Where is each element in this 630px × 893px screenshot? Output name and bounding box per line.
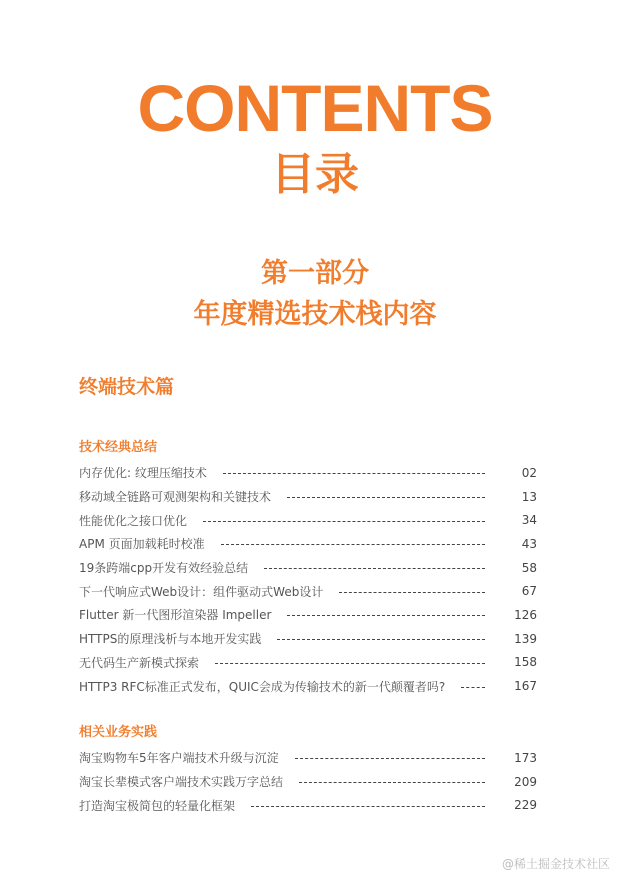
dot-leader — [203, 521, 485, 522]
toc-row[interactable] — [79, 793, 537, 817]
toc-row[interactable] — [79, 532, 537, 556]
contents-title: CONTENTS — [137, 71, 493, 145]
contents-title-chinese: 目录 — [271, 149, 359, 200]
toc-row[interactable] — [79, 579, 537, 603]
toc-page-number: 167 — [514, 679, 537, 694]
toc-row[interactable] — [79, 485, 537, 509]
part-title: 第一部分 — [261, 258, 369, 289]
toc-row[interactable] — [79, 603, 537, 627]
toc-entry-title: Flutter 新一代图形渲染器 Impeller — [79, 608, 272, 623]
dot-leader — [339, 592, 485, 593]
toc-entry-title: 打造淘宝极简包的轻量化框架 — [79, 798, 236, 813]
toc-page-number: 139 — [514, 631, 537, 646]
toc-row[interactable] — [79, 556, 537, 580]
section-title: 终端技术篇 — [79, 376, 175, 398]
dot-leader — [295, 758, 485, 759]
toc-entry-title: 19条跨端cpp开发有效经验总结 — [79, 561, 249, 576]
dot-leader — [277, 639, 485, 640]
group-title-business: 相关业务实践 — [79, 725, 158, 740]
toc-entry-title: 内存优化: 纹理压缩技术 — [79, 466, 207, 481]
toc-entry-title: 淘宝长辈模式客户端技术实践万字总结 — [79, 775, 284, 790]
dot-leader — [221, 544, 485, 545]
toc-page-number: 58 — [521, 560, 537, 575]
toc-page-number: 02 — [521, 465, 537, 480]
toc-page-number: 43 — [521, 536, 537, 551]
toc-page-number: 13 — [521, 489, 537, 504]
toc-page-number: 34 — [521, 513, 537, 528]
toc-entry-title: 淘宝购物车5年客户端技术升级与沉淀 — [79, 751, 279, 766]
toc-row[interactable] — [79, 508, 537, 532]
toc-row[interactable] — [79, 627, 537, 651]
toc-entry-title: 性能优化之接口优化 — [79, 513, 188, 528]
toc-page-number: 126 — [514, 607, 537, 622]
toc-list-business — [79, 746, 537, 817]
toc-entry-title: 无代码生产新模式探索 — [79, 655, 200, 670]
toc-entry-title: HTTPS的原理浅析与本地开发实践 — [79, 632, 262, 647]
dot-leader — [461, 687, 485, 688]
toc-row[interactable] — [79, 770, 537, 794]
dot-leader — [299, 782, 485, 783]
dot-leader — [264, 568, 485, 569]
toc-row[interactable] — [79, 674, 537, 698]
dot-leader — [215, 663, 485, 664]
toc-page-number: 158 — [514, 655, 537, 670]
part-subtitle: 年度精选技术栈内容 — [193, 299, 437, 330]
toc-list-classic — [79, 461, 537, 698]
toc-page-number: 67 — [521, 584, 537, 599]
toc-page-number: 229 — [514, 798, 537, 813]
toc-row[interactable] — [79, 746, 537, 770]
watermark: @稀土掘金技术社区 — [501, 857, 610, 871]
toc-entry-title: 移动域全链路可观测架构和关键技术 — [79, 490, 272, 505]
toc-entry-title: 下一代响应式Web设计：组件驱动式Web设计 — [79, 584, 324, 599]
group-title-classic: 技术经典总结 — [79, 440, 158, 455]
toc-page-number: 209 — [514, 774, 537, 789]
toc-page-number: 173 — [514, 750, 537, 765]
dot-leader — [287, 615, 485, 616]
dot-leader — [251, 806, 485, 807]
toc-row[interactable] — [79, 651, 537, 675]
dot-leader — [223, 473, 485, 474]
toc-entry-title: APM 页面加载耗时校准 — [79, 537, 205, 552]
toc-row[interactable] — [79, 461, 537, 485]
dot-leader — [287, 497, 485, 498]
toc-entry-title: HTTP3 RFC标准正式发布，QUIC会成为传输技术的新一代颠覆者吗? — [79, 679, 446, 694]
